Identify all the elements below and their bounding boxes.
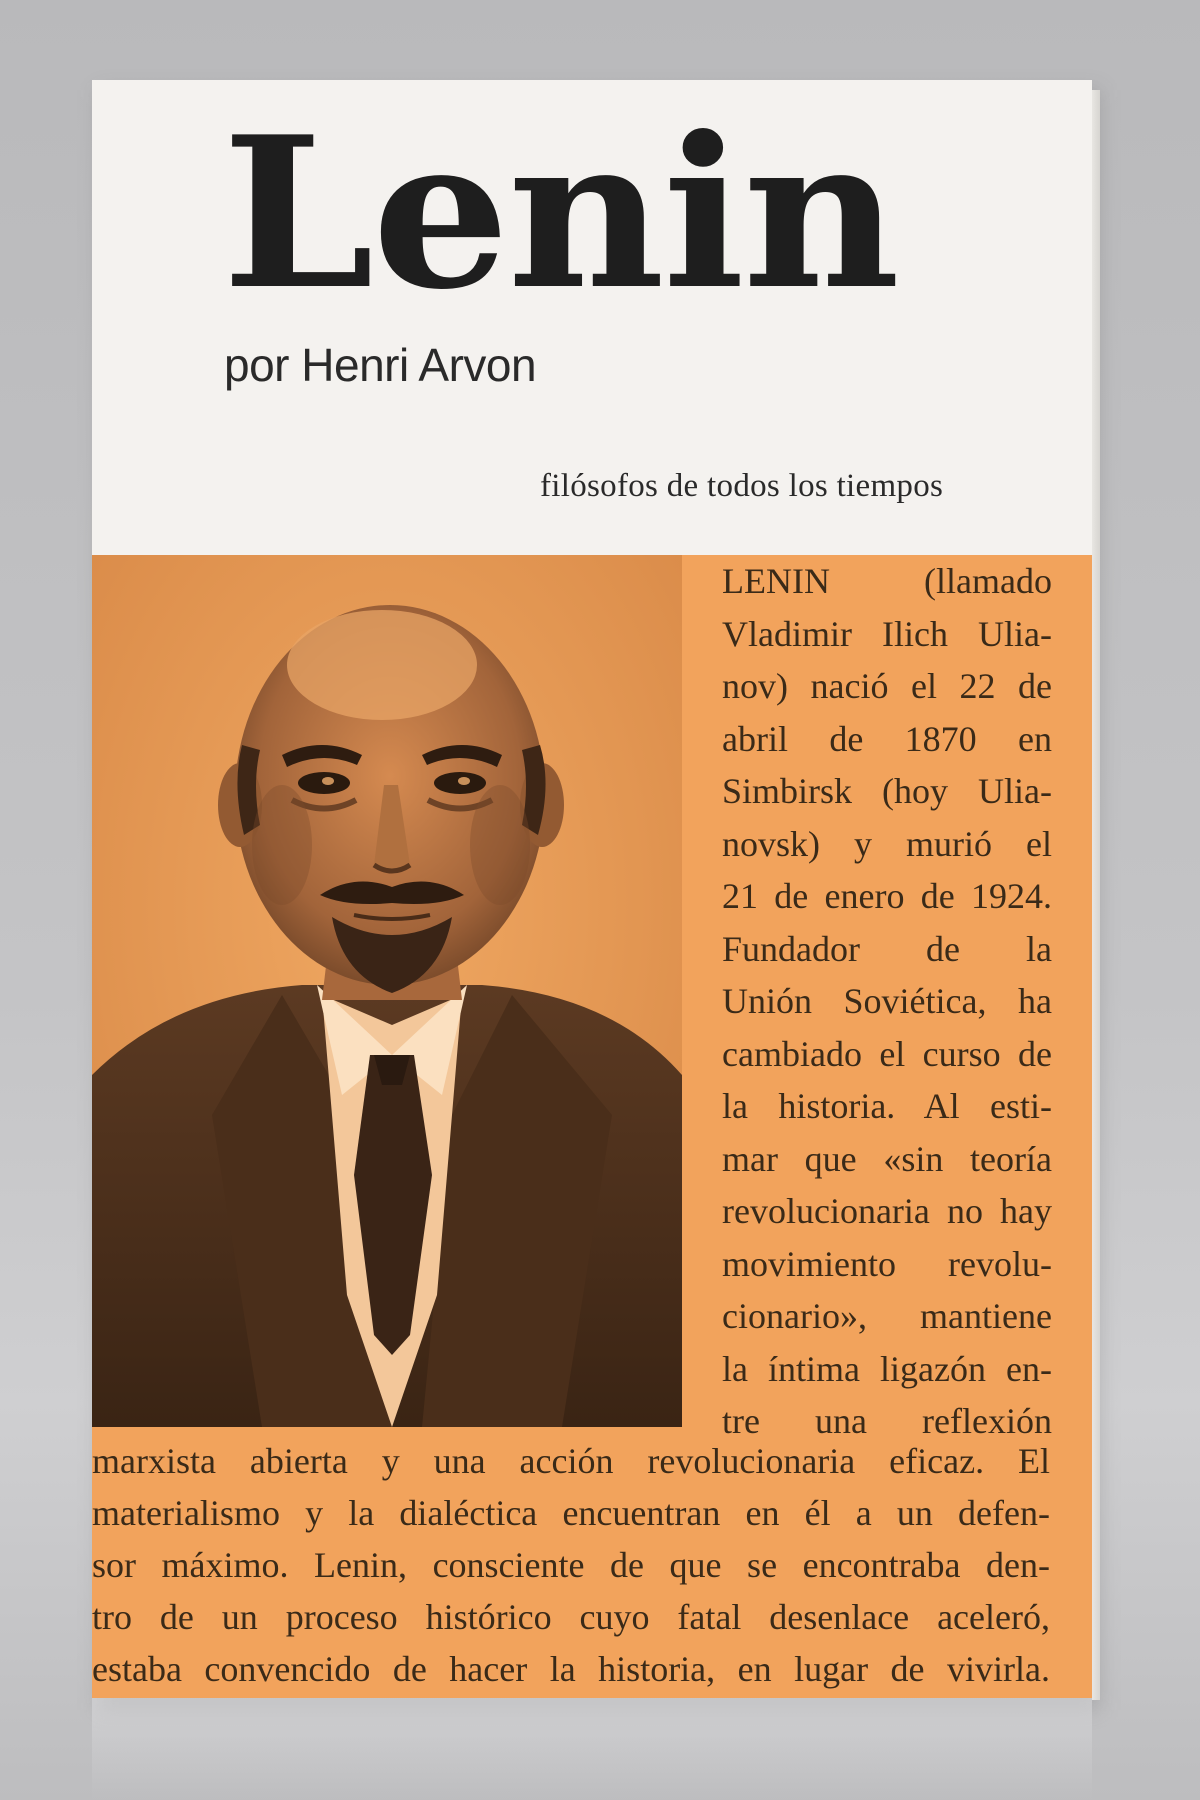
bio-line: estaba convencido de hacer la historia, en lugar de vivirla.: [92, 1649, 1050, 1689]
bio-line: cionario», mantiene: [722, 1296, 1052, 1336]
bio-line: revolucionaria no hay: [722, 1191, 1052, 1231]
bio-line: abril de 1870 en: [722, 718, 1052, 759]
bio-line: 21 de enero de 1924.: [722, 876, 1052, 916]
bio-line: cambiado el curso de: [722, 1033, 1052, 1074]
bio-line: Simbirsk (hoy Ulia-: [722, 771, 1052, 811]
bio-line: materialismo y la dialéctica encuentran en él a un defen-: [92, 1493, 1050, 1533]
lenin-portrait-photo: [92, 555, 682, 1427]
bio-line: novsk) y murió el: [722, 823, 1052, 864]
book-author: por Henri Arvon: [224, 339, 537, 391]
book-series: filósofos de todos los tiempos: [540, 468, 944, 504]
bio-right-column: [722, 555, 1052, 1448]
book-title: Lenin: [222, 92, 899, 336]
bio-line: marxista abierta y una acción revolucionaria eficaz. El: [92, 1441, 1050, 1481]
bio-line: mar que «sin teoría: [722, 1138, 1052, 1179]
bio-line: Vladimir Ilich Ulia-: [722, 613, 1052, 654]
bio-line: Fundador de la: [722, 928, 1052, 969]
bio-line: tro de un proceso histórico cuyo fatal desenlace aceleró,: [92, 1597, 1050, 1637]
orange-panel: [92, 555, 1092, 1698]
bio-line: tre una reflexión: [722, 1401, 1052, 1441]
bio-line: la íntima ligazón en-: [722, 1348, 1052, 1389]
book-cover: [92, 80, 1092, 1698]
book-page-edge: [1092, 90, 1100, 1700]
bio-line: movimiento revolu-: [722, 1243, 1052, 1284]
bio-line: Unión Soviética, ha: [722, 981, 1052, 1021]
table-reflection: [92, 1698, 1092, 1800]
bio-line: la historia. Al esti-: [722, 1086, 1052, 1126]
bio-bottom-paragraph: [92, 1435, 1050, 1695]
bio-line: LENIN (llamado: [722, 561, 1052, 601]
bio-line: sor máximo. Lenin, consciente de que se encontraba den-: [92, 1545, 1050, 1585]
portrait-illustration: [92, 555, 682, 1427]
bio-line: nov) nació el 22 de: [722, 666, 1052, 706]
